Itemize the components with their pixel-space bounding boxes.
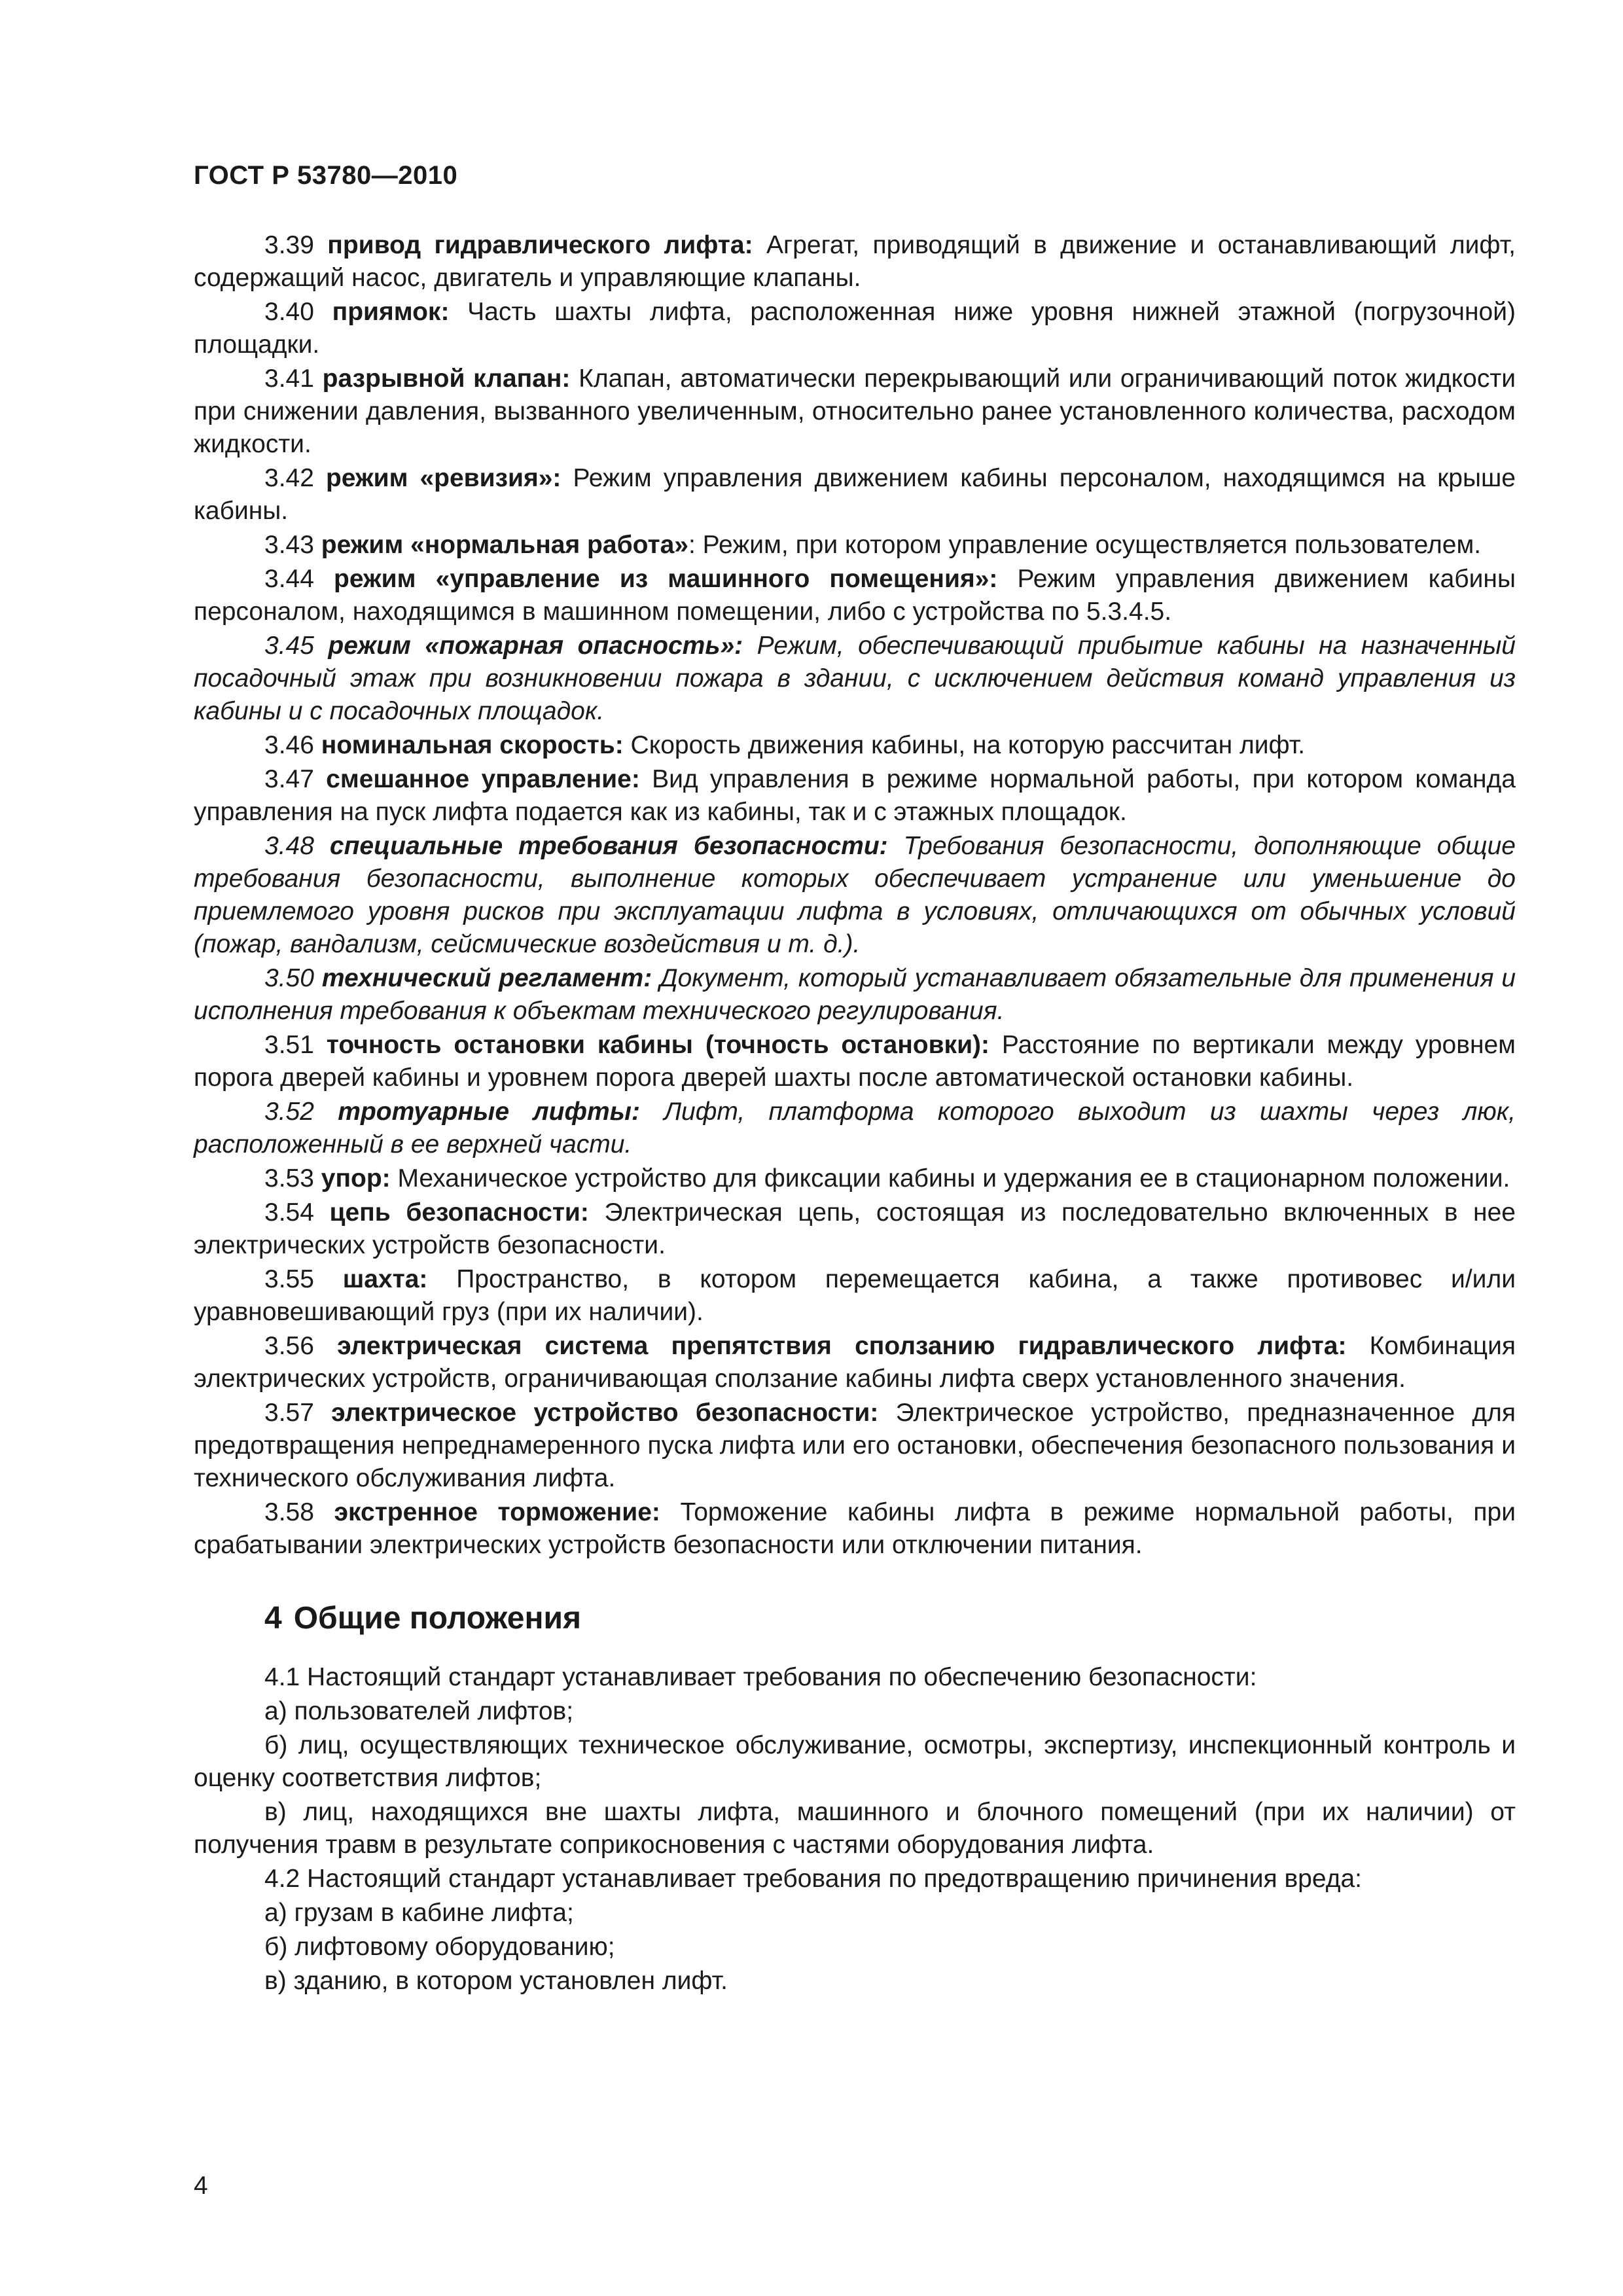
term-number: 3.57	[264, 1399, 314, 1427]
term-number: 3.45	[264, 632, 314, 660]
term-name: режим «управление из машинного помещения»:	[334, 565, 998, 593]
term-definition: : Режим, при котором управление осуществляется пользователем.	[688, 531, 1482, 559]
terms-list	[194, 229, 1516, 1562]
term-name: разрывной клапан:	[322, 365, 571, 393]
term-definition: Агрегат, приводящий в движение и останавливающий лифт, содержащий насос, двигатель и управляющие клапаны.	[194, 231, 1516, 292]
term-number: 3.40	[264, 298, 314, 326]
term-definition: Скорость движения кабины, на которую рассчитан лифт.	[623, 731, 1306, 759]
section-heading	[264, 1602, 1516, 1635]
term-name: электрическая система препятствия сползанию гидравлического лифта:	[337, 1332, 1347, 1360]
term-entry	[194, 363, 1516, 461]
term-name: специальные требования безопасности:	[329, 832, 888, 860]
term-definition: Требования безопасности, дополняющие общие требования безопасности, выполнение которых обеспечивает устранение или уменьшение до приемлемого уровня рисков при эксплуатации лифта в условиях, отличающихся от обычных условий (пожар, вандализм, сейсмические воздействия и т. д.).	[194, 832, 1516, 958]
term-entry	[194, 296, 1516, 361]
term-entry	[194, 1196, 1516, 1262]
term-entry	[194, 830, 1516, 961]
term-entry	[194, 1397, 1516, 1495]
term-entry	[194, 462, 1516, 528]
term-number: 3.51	[264, 1031, 314, 1059]
term-definition: Комбинация электрических устройств, ограничивающая сползание кабины лифта сверх установленного значения.	[194, 1332, 1516, 1393]
term-number: 3.42	[264, 464, 314, 492]
term-name: приямок:	[332, 298, 450, 326]
term-entry	[194, 630, 1516, 728]
term-entry	[194, 1029, 1516, 1094]
paragraph: а) грузам в кабине лифта;	[264, 1899, 574, 1927]
term-definition: Документ, который устанавливает обязательные для применения и исполнения требования к объектам технического регулирования.	[194, 964, 1516, 1025]
term-entry	[194, 1496, 1516, 1562]
term-number: 3.55	[264, 1265, 314, 1293]
term-number: 3.48	[264, 832, 314, 860]
term-entry	[194, 729, 1516, 762]
term-name: шахта:	[342, 1265, 428, 1293]
term-name: тротуарные лифты:	[338, 1098, 640, 1126]
term-entry	[194, 962, 1516, 1028]
term-definition: Расстояние по вертикали между уровнем порога дверей кабины и уровнем порога дверей шахты после автоматической остановки кабины.	[194, 1031, 1516, 1092]
term-name: технический регламент:	[321, 964, 652, 992]
paragraph: в) зданию, в котором установлен лифт.	[264, 1967, 728, 1995]
section-number: 4	[264, 1601, 282, 1636]
page-number: 4	[194, 2172, 208, 2200]
term-entry	[194, 229, 1516, 295]
term-name: упор:	[321, 1164, 391, 1193]
term-number: 3.50	[264, 964, 314, 992]
paragraph: б) лиц, осуществляющих техническое обслуживание, осмотры, экспертизу, инспекционный контроль и оценку соответствия лифтов;	[194, 1731, 1516, 1792]
term-name: смешанное управление:	[326, 765, 640, 793]
term-definition: Режим управления движением кабины персоналом, находящимся в машинном помещении, либо с устройства по 5.3.4.5.	[194, 565, 1516, 626]
paragraph: 4.2 Настоящий стандарт устанавливает требования по предотвращению причинения вреда:	[264, 1865, 1362, 1893]
term-number: 3.52	[264, 1098, 314, 1126]
term-name: цепь безопасности:	[329, 1198, 589, 1227]
term-definition: Торможение кабины лифта в режиме нормальной работы, при срабатывании электрических устройств безопасности или отключении питания.	[194, 1498, 1516, 1559]
term-definition: Механическое устройство для фиксации кабины и удержания ее в стационарном положении.	[390, 1164, 1510, 1193]
term-definition: Часть шахты лифта, расположенная ниже уровня нижней этажной (погрузочной) площадки.	[194, 298, 1516, 359]
term-definition: Лифт, платформа которого выходит из шахты через люк, расположенный в ее верхней части.	[194, 1098, 1516, 1158]
term-entry	[194, 563, 1516, 628]
term-number: 3.39	[264, 231, 314, 259]
term-number: 3.41	[264, 365, 314, 393]
term-definition: Электрическое устройство, предназначенное для предотвращения непреднамеренного пуска лифта или его остановки, обеспечения безопасного пользования и технического обслуживания лифта.	[194, 1399, 1516, 1492]
term-entry	[194, 1330, 1516, 1395]
term-number: 3.54	[264, 1198, 314, 1227]
term-name: экстренное торможение:	[334, 1498, 660, 1526]
paragraph: а) пользователей лифтов;	[264, 1697, 574, 1725]
term-entry	[194, 1096, 1516, 1161]
term-name: режим «ревизия»:	[325, 464, 562, 492]
paragraph-list	[194, 1661, 1516, 1998]
term-number: 3.56	[264, 1332, 314, 1360]
document-body	[194, 229, 1516, 1999]
term-definition: Электрическая цепь, состоящая из последовательно включенных в нее электрических устройств безопасности.	[194, 1198, 1516, 1259]
term-name: номинальная скорость:	[321, 731, 624, 759]
term-entry	[194, 763, 1516, 829]
paragraph: 4.1 Настоящий стандарт устанавливает требования по обеспечению безопасности:	[264, 1663, 1257, 1691]
term-definition: Клапан, автоматически перекрывающий или ограничивающий поток жидкости при снижении давления, вызванного увеличенным, относительно ранее установленного количества, расходом жидкости.	[194, 365, 1516, 458]
term-definition: Режим управления движением кабины персоналом, находящимся на крыше кабины.	[194, 464, 1516, 525]
paragraph: в) лиц, находящихся вне шахты лифта, машинного и блочного помещений (при их наличии) от получения травм в результате соприкосновения с частями оборудования лифта.	[194, 1798, 1516, 1859]
term-entry	[194, 1162, 1516, 1195]
term-name: электрическое устройство безопасности:	[331, 1399, 879, 1427]
term-entry	[194, 529, 1516, 562]
term-number: 3.43	[264, 531, 314, 559]
term-number: 3.44	[264, 565, 314, 593]
term-number: 3.58	[264, 1498, 314, 1526]
term-definition: Вид управления в режиме нормальной работы, при котором команда управления на пуск лифта подается как из кабины, так и с этажных площадок.	[194, 765, 1516, 826]
term-definition: Пространство, в котором перемещается кабина, а также противовес и/или уравновешивающий груз (при их наличии).	[194, 1265, 1516, 1326]
term-entry	[194, 1263, 1516, 1329]
paragraph: б) лифтовому оборудованию;	[264, 1933, 615, 1961]
section-title: Общие положения	[293, 1601, 581, 1636]
term-name: режим «пожарная опасность»:	[328, 632, 743, 660]
term-number: 3.53	[264, 1164, 314, 1193]
term-number: 3.46	[264, 731, 314, 759]
term-name: точность остановки кабины (точность остановки):	[326, 1031, 990, 1059]
term-name: привод гидравлического лифта:	[327, 231, 753, 259]
term-name: режим «нормальная работа»	[321, 531, 688, 559]
document-header: ГОСТ Р 53780—2010	[194, 161, 458, 190]
term-definition: Режим, обеспечивающий прибытие кабины на назначенный посадочный этаж при возникновении пожара в здании, с исключением действия команд управления из кабины и с посадочных площадок.	[194, 632, 1516, 725]
term-number: 3.47	[264, 765, 314, 793]
